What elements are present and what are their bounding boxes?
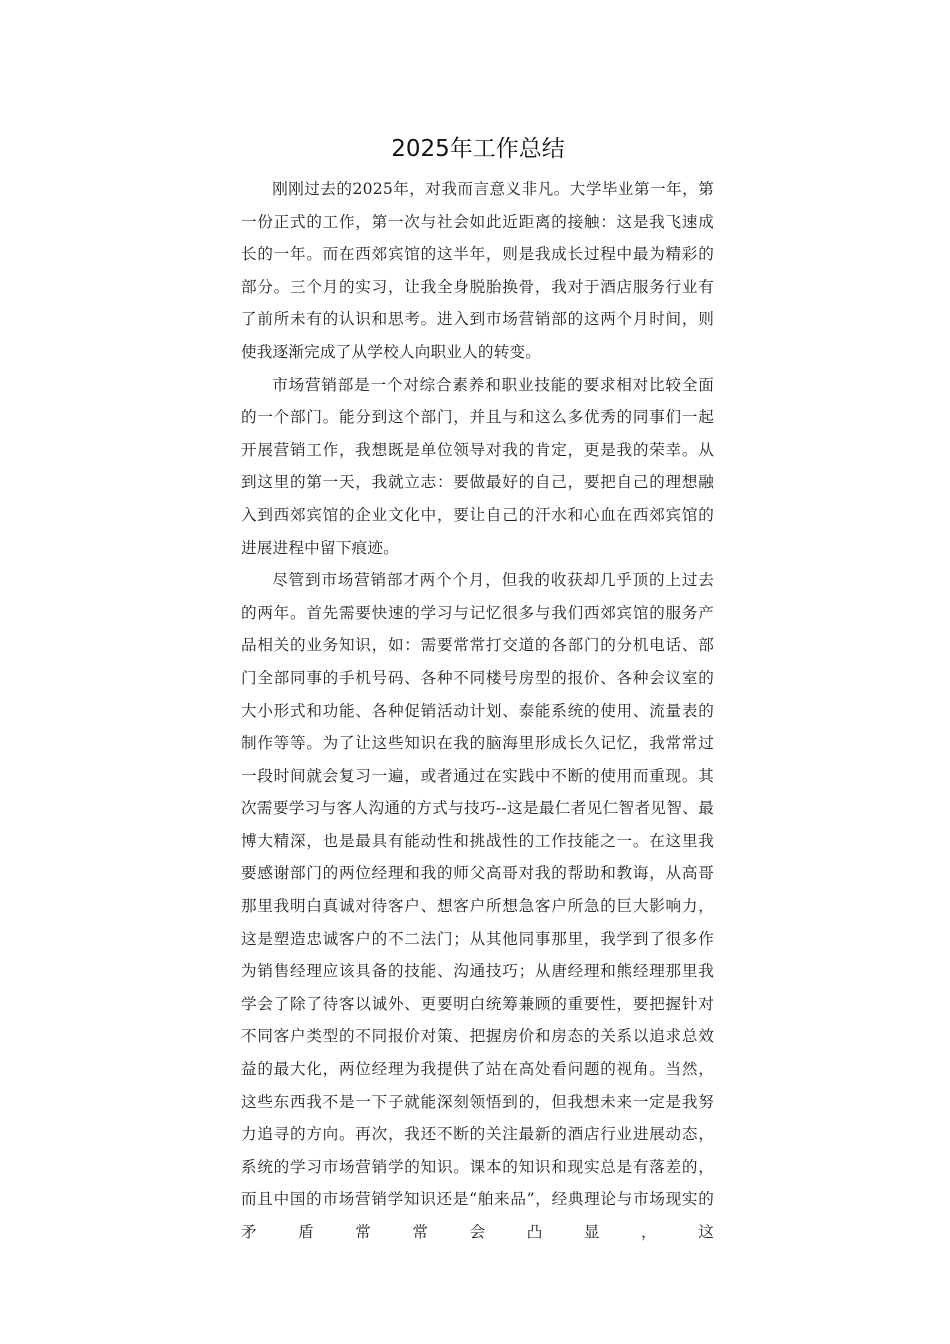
paragraph-1: 刚刚过去的2025年，对我而言意义非凡。大学毕业第一年，第一份正式的工作，第一次与社会如此近距离的接触：这是我飞速成长的一年。而在西郊宾馆的这半年，则是我成长过程中最为精彩的部分。三个月的实习，让我全身脱胎换骨，我对于酒店服务行业有了前所未有的认识和思考。进入到市场营销部的这两个月时间，则使我逐渐完成了从学校人向职业人的转变。 [241, 180, 714, 361]
paragraph-3: 尽管到市场营销部才两个个月，但我的收获却几乎顶的上过去的两年。首先需要快速的学习与记忆很多与我们西郊宾馆的服务产品相关的业务知识，如：需要常常打交道的各部门的分机电话、部门全部同事的手机号码、各种不同楼号房型的报价、各种会议室的大小形式和功能、各种促销活动计划、泰能系统的使用、流量表的制作等等。为了让这些知识在我的脑海里形成长久记忆，我常常过一段时间就会复习一遍，或者通过在实践中不断的使用而重现。其次需要学习与客人沟通的方式与技巧--这是最仁者见仁智者见智、最博大精深，也是最具有能动性和挑战性的工作技能之一。在这里我要感谢部门的两位经理和我的师父高哥对我的帮助和教诲，从高哥那里我明白真诚对待客户、想客户所想急客户所急的巨大影响力，这是塑造忠诚客户的不二法门；从其他同事那里，我学到了很多作为销售经理应该具备的技能、沟通技巧；从唐经理和熊经理那里我学会了除了待客以诚外、更要明白统筹兼顾的重要性，要把握针对不同客户类型的不同报价对策、把握房价和房态的关系以追求总效益的最大化，两位经理为我提供了站在高处看问题的视角。当然，这些东西我不是一下子就能深刻领悟到的，但我想未来一定是我努力追寻的方向。再次，我还不断的关注最新的酒店行业进展动态，系统的学习市场营销学的知识。课本的知识和现实总是有落差的，而且中国的市场营销学知识还是“舶来品”，经典理论与市场现实的矛盾常常会凸显，这 [241, 571, 714, 1241]
document-body [241, 173, 714, 1249]
paragraph-2: 市场营销部是一个对综合素养和职业技能的要求相对比较全面的一个部门。能分到这个部门，并且与和这么多优秀的同事们一起开展营销工作，我想既是单位领导对我的肯定，更是我的荣幸。从到这里的第一天，我就立志：要做最好的自己，要把自己的理想融入到西郊宾馆的企业文化中，要让自己的汗水和心血在西郊宾馆的进展进程中留下痕迹。 [241, 375, 714, 557]
document-title: 2025年工作总结 [391, 136, 565, 162]
